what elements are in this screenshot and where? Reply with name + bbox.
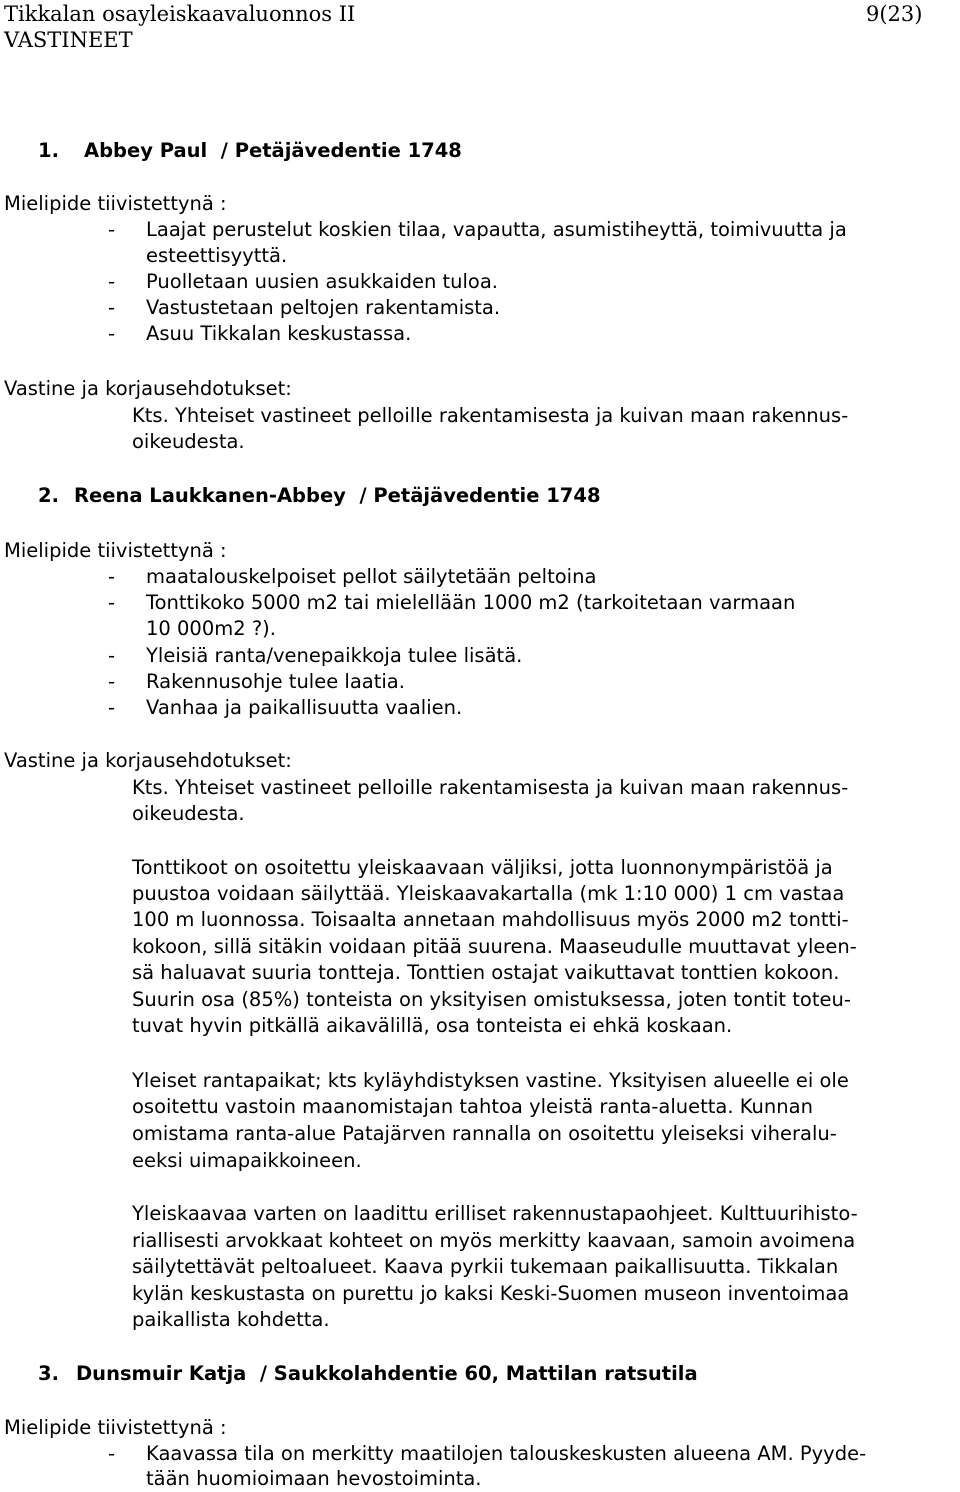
opinion-point: Asuu Tikkalan keskustassa. [146,322,412,345]
bullet-dash: - [108,696,116,719]
opinion-label: Mielipide tiivistettynä : [4,539,227,562]
bullet-dash: - [108,322,116,345]
response-text: omistama ranta-alue Patajärven rannalla on osoitettu yleiseksi viheralu- [132,1122,837,1145]
response-text: Yleiskaavaa varten on laadittu erilliset rakennustapaohjeet. Kulttuurihisto- [132,1202,858,1225]
response-text: osoitettu vastoin maanomistajan tahtoa yleistä ranta-aluetta. Kunnan [132,1095,813,1118]
opinion-point: Tonttikoko 5000 m2 tai mielellään 1000 m2 (tarkoitetaan varmaan [146,591,796,614]
document-title: Tikkalan osayleiskaavaluonnos II [4,2,356,26]
opinion-point: Laajat perustelut koskien tilaa, vapautta, asumistiheyttä, toimivuutta ja [146,218,847,241]
opinion-point: esteettisyyttä. [146,244,288,267]
bullet-dash: - [108,270,116,293]
page-number: 9(23) [866,2,923,26]
opinion-point: Yleisiä ranta/venepaikkoja tulee lisätä. [146,644,523,667]
bullet-dash: - [108,591,116,614]
opinion-point: maatalouskelpoiset pellot säilytetään peltoina [146,565,597,588]
response-text: puustoa voidaan säilyttää. Yleiskaavakartalla (mk 1:10 000) 1 cm vastaa [132,882,845,905]
response-text: Suurin osa (85%) tonteista on yksityisen omistuksessa, joten tontit toteu- [132,988,851,1011]
bullet-dash: - [108,218,116,241]
response-text: säilytettävät peltoalueet. Kaava pyrkii tukemaan paikallisuutta. Tikkalan [132,1255,839,1278]
response-text: Kts. Yhteiset vastineet pelloille rakentamisesta ja kuivan maan rakennus- [132,404,849,427]
section-number: 1. [38,139,59,162]
section-number: 3. [38,1362,59,1385]
opinion-point: Vanhaa ja paikallisuutta vaalien. [146,696,463,719]
opinion-label: Mielipide tiivistettynä : [4,1416,227,1439]
response-text: tuvat hyvin pitkällä aikavälillä, osa tonteista ei ehkä koskaan. [132,1014,733,1037]
response-text: paikallista kohdetta. [132,1308,330,1331]
section-number: 2. [38,484,59,507]
opinion-point: Puolletaan uusien asukkaiden tuloa. [146,270,498,293]
response-text: Kts. Yhteiset vastineet pelloille rakentamisesta ja kuivan maan rakennus- [132,776,849,799]
response-label: Vastine ja korjausehdotukset: [4,377,292,400]
response-text: oikeudesta. [132,802,245,825]
bullet-dash: - [108,1442,116,1465]
response-text: eeksi uimapaikkoineen. [132,1149,362,1172]
response-text: Yleiset rantapaikat; kts kyläyhdistyksen vastine. Yksityisen alueelle ei ole [132,1069,849,1092]
response-text: riallisesti arvokkaat kohteet on myös merkitty kaavaan, samoin avoimena [132,1229,856,1252]
bullet-dash: - [108,670,116,693]
bullet-dash: - [108,644,116,667]
opinion-point: 10 000m2 ?). [146,617,276,640]
opinion-label: Mielipide tiivistettynä : [4,192,227,215]
bullet-dash: - [108,296,116,319]
opinion-point: Vastustetaan peltojen rakentamista. [146,296,501,319]
opinion-point: tään huomioimaan hevostoiminta. [146,1467,482,1490]
response-text: 100 m luonnossa. Toisaalta annetaan mahdollisuus myös 2000 m2 tontti- [132,908,849,931]
document-subtitle: VASTINEET [4,28,133,52]
response-text: oikeudesta. [132,430,245,453]
response-text: sä haluavat suuria tontteja. Tonttien ostajat vaikuttavat tonttien kokoon. [132,961,840,984]
response-text: kylän keskustasta on purettu jo kaksi Keski-Suomen museon inventoimaa [132,1282,850,1305]
section-heading: Dunsmuir Katja / Saukkolahdentie 60, Mattilan ratsutila [76,1362,698,1385]
section-heading: Abbey Paul / Petäjävedentie 1748 [84,139,462,162]
section-heading: Reena Laukkanen-Abbey / Petäjävedentie 1748 [74,484,601,507]
response-text: kokoon, sillä sitäkin voidaan pitää suurena. Maaseudulle muuttavat yleen- [132,935,857,958]
response-label: Vastine ja korjausehdotukset: [4,749,292,772]
response-text: Tonttikoot on osoitettu yleiskaavaan väljiksi, jotta luonnonympäristöä ja [132,856,833,879]
bullet-dash: - [108,565,116,588]
opinion-point: Rakennusohje tulee laatia. [146,670,405,693]
opinion-point: Kaavassa tila on merkitty maatilojen talouskeskusten alueena AM. Pyyde- [146,1442,867,1465]
